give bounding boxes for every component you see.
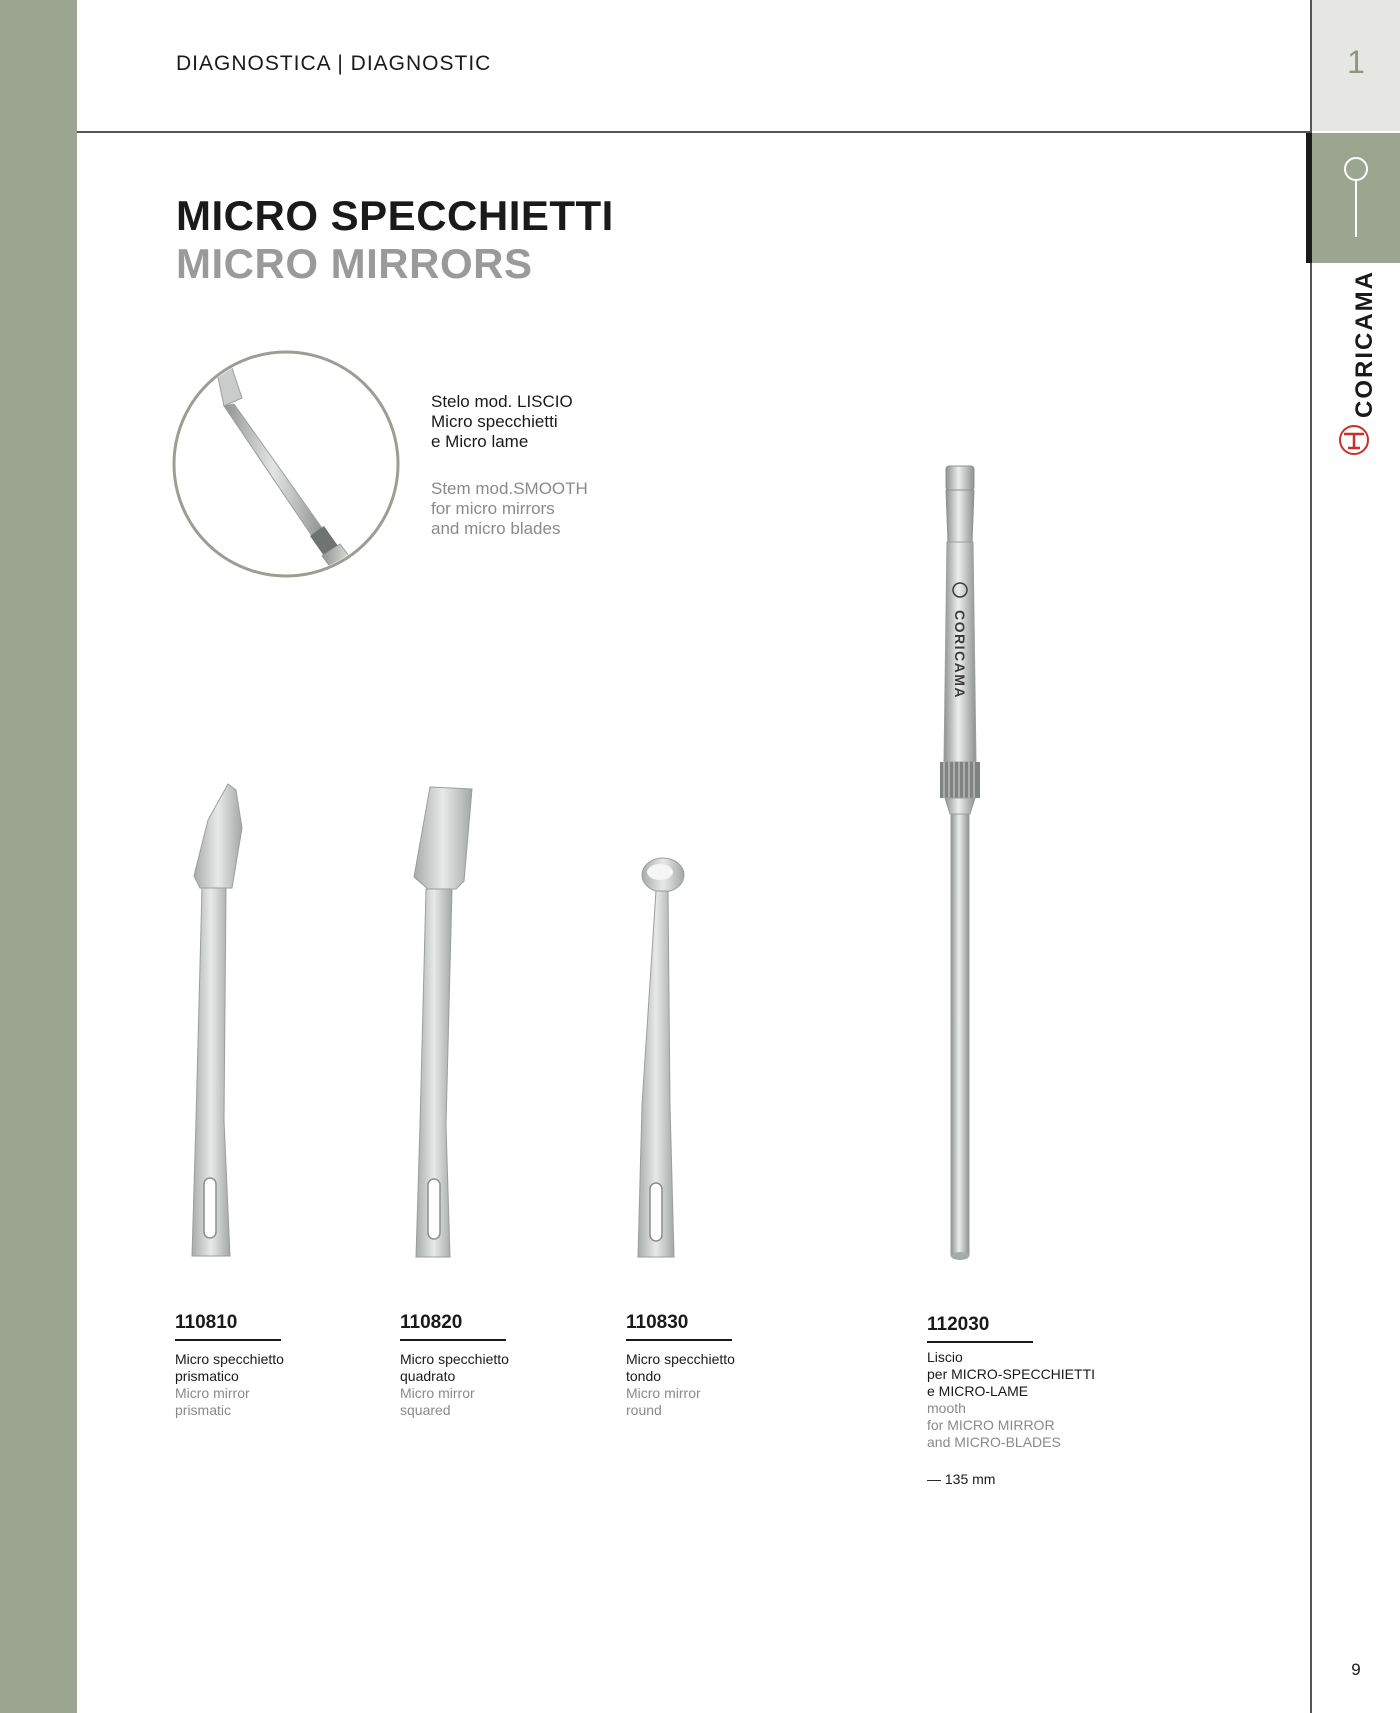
product-description	[626, 1351, 735, 1419]
page-title-english: MICRO MIRRORS	[176, 240, 533, 287]
product-code: 110820	[400, 1312, 463, 1333]
note-line: and micro blades	[431, 519, 561, 538]
breadcrumb: DIAGNOSTICA | DIAGNOSTIC	[176, 52, 492, 75]
desc-line: prismatic	[175, 1402, 232, 1418]
stem-note-english	[431, 479, 588, 539]
desc-line: prismatico	[175, 1368, 239, 1384]
desc-line: Micro specchietto	[626, 1351, 735, 1367]
note-line: e Micro lame	[431, 432, 529, 451]
brand-name: CORICAMA	[1351, 272, 1378, 418]
handle-brand-mark: CORICAMA	[952, 610, 968, 699]
left-color-band	[0, 0, 77, 1713]
squared-mirror-icon	[406, 785, 486, 1265]
desc-line: e MICRO-LAME	[927, 1383, 1029, 1399]
chapter-number: 1	[1347, 44, 1365, 80]
coricama-logo	[1322, 272, 1390, 462]
note-line: for micro mirrors	[431, 499, 555, 518]
round-mirror-image[interactable]	[630, 855, 690, 1270]
mirror-probe-icon	[1312, 133, 1400, 263]
product-length: — 135 mm	[927, 1471, 996, 1487]
page-title-italian: MICRO SPECCHIETTI	[176, 192, 614, 239]
code-underline	[626, 1339, 732, 1341]
desc-line: Micro mirror	[626, 1385, 701, 1401]
round-mirror-icon	[630, 855, 690, 1265]
note-line: Stem mod.SMOOTH	[431, 479, 588, 498]
product-description	[927, 1349, 1095, 1451]
desc-line: and MICRO-BLADES	[927, 1434, 1061, 1450]
desc-line: Micro specchietto	[175, 1351, 284, 1367]
desc-line: round	[626, 1402, 662, 1418]
code-underline	[175, 1339, 281, 1341]
product-description	[175, 1351, 284, 1419]
code-underline	[927, 1341, 1033, 1343]
prismatic-mirror-icon	[180, 780, 260, 1264]
desc-line: Micro mirror	[175, 1385, 250, 1401]
stem-note-italian	[431, 392, 588, 452]
squared-mirror-image[interactable]	[406, 785, 486, 1270]
diagnostic-section-tab[interactable]	[1312, 133, 1400, 263]
desc-line: mooth	[927, 1400, 966, 1416]
smooth-handle-image[interactable]	[930, 462, 990, 1273]
desc-line: per MICRO-SPECCHIETTI	[927, 1366, 1096, 1382]
product-description	[400, 1351, 509, 1419]
stem-detail-icon	[172, 350, 400, 578]
brand-logo	[1322, 272, 1390, 462]
desc-line: Liscio	[927, 1349, 963, 1365]
stem-note	[431, 392, 588, 539]
product-code: 112030	[927, 1314, 990, 1335]
page-number: 9	[1351, 1660, 1361, 1679]
product-code: 110830	[626, 1312, 689, 1333]
desc-line: squared	[400, 1402, 451, 1418]
desc-line: Micro mirror	[400, 1385, 475, 1401]
product-code: 110810	[175, 1312, 238, 1333]
desc-line: quadrato	[400, 1368, 456, 1384]
code-underline	[400, 1339, 506, 1341]
desc-line: tondo	[626, 1368, 662, 1384]
stem-detail-image	[172, 350, 400, 578]
active-tab-indicator	[1306, 133, 1312, 263]
header-divider	[77, 131, 1311, 133]
note-line: Stelo mod. LISCIO	[431, 392, 573, 411]
desc-line: for MICRO MIRROR	[927, 1417, 1055, 1433]
smooth-handle-icon	[930, 462, 990, 1268]
desc-line: Micro specchietto	[400, 1351, 509, 1367]
note-line: Micro specchietti	[431, 412, 558, 431]
prismatic-mirror-image[interactable]	[180, 780, 260, 1269]
